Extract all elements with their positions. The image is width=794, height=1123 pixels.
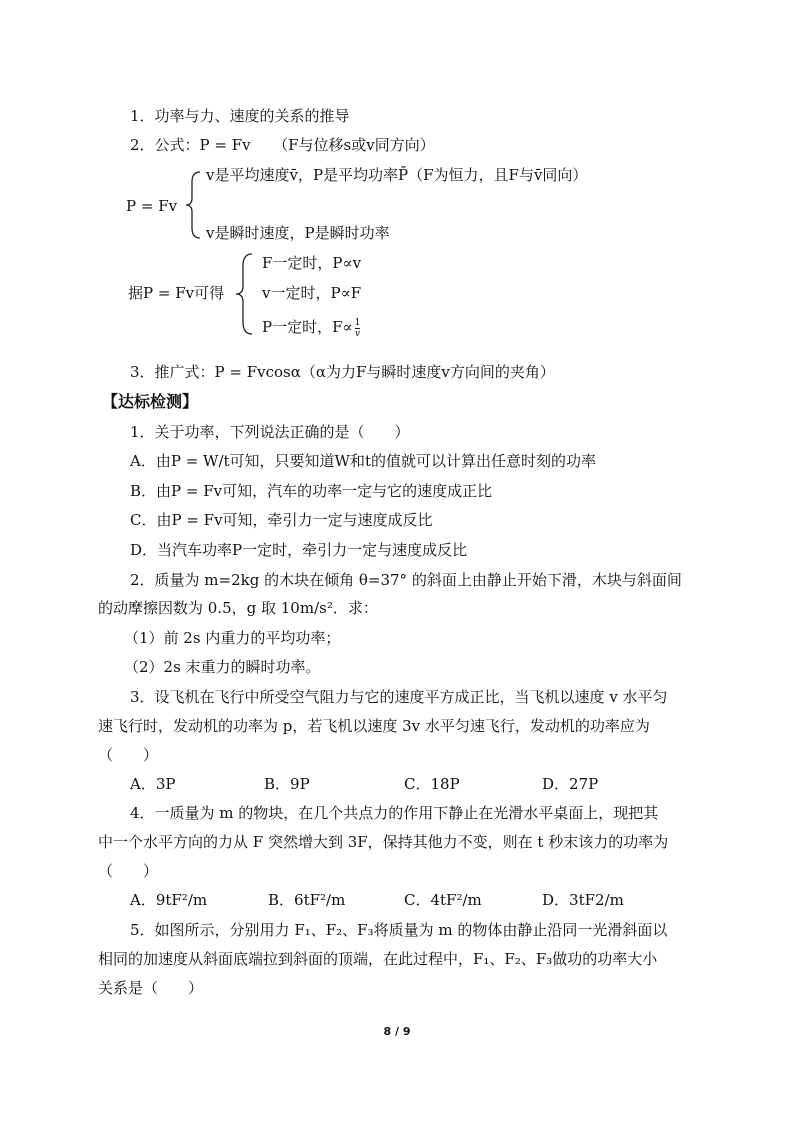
page-number: 8 / 9	[383, 1025, 411, 1038]
case-p-const	[262, 317, 360, 339]
q1-option-c: C．由P = Fv可知，牵引力一定与速度成反比	[130, 511, 433, 529]
fraction	[355, 318, 361, 339]
q3-line3: （ ）	[98, 746, 159, 764]
item-1: 1．功率与力、速度的关系的推导	[130, 107, 350, 125]
q3-option-d: D．27P	[542, 775, 599, 793]
q3-option-b: B．9P	[264, 775, 310, 793]
item-2: 2．公式：P = Fv （F与位移s或v同方向）	[130, 136, 435, 154]
q3-line1: 3．设飞机在飞行中所受空气阻力与它的速度平方成正比，当飞机以速度 v 水平匀	[130, 688, 668, 706]
case-v-const: v一定时，P∝F	[262, 284, 362, 302]
derive-lhs: 据P = Fv可得	[128, 284, 225, 302]
q2-stem-line2: 的动摩擦因数为 0.5，g 取 10m/s²．求：	[98, 599, 378, 617]
q4-line2: 中一个水平方向的力从 F 突然增大到 3F，保持其他力不变，则在 t 秒末该力的功率为	[98, 833, 669, 851]
q4-option-c: C．4tF²/m	[404, 891, 482, 909]
q1-stem: 1．关于功率，下列说法正确的是（ ）	[130, 423, 410, 441]
branch-average: v是平均速度v̄，P是平均功率P̄（F为恒力，且F与v̄同向）	[206, 166, 588, 184]
q2-part-2: （2）2s 末重力的瞬时功率。	[124, 658, 321, 676]
left-brace-icon	[234, 252, 256, 336]
q5-line3: 关系是（ ）	[98, 979, 204, 997]
q1-option-b: B．由P = Fv可知，汽车的功率一定与它的速度成正比	[130, 482, 493, 500]
q3-option-c: C．18P	[404, 775, 460, 793]
q4-line1: 4．一质量为 m 的物块，在几个共点力的作用下静止在光滑水平桌面上，现把其	[130, 804, 659, 822]
item-3: 3．推广式：P = Fvcosα（α为力F与瞬时速度v方向间的夹角）	[130, 363, 555, 381]
fraction-numerator: 1	[354, 317, 361, 328]
q3-line2: 速飞行时，发动机的功率为 p，若飞机以速度 3v 水平匀速飞行，发动机的功率应为	[98, 717, 650, 735]
q1-option-d: D．当汽车功率P一定时，牵引力一定与速度成反比	[130, 541, 468, 559]
q4-line3: （ ）	[98, 862, 159, 880]
q4-option-b: B．6tF²/m	[268, 891, 346, 909]
q2-stem-line1: 2．质量为 m=2kg 的木块在倾角 θ=37° 的斜面上由静止开始下滑，木块与斜面间	[130, 571, 682, 589]
q5-line1: 5．如图所示，分别用力 F₁、F₂、F₃将质量为 m 的物体由静止沿同一光滑斜面以	[130, 921, 668, 939]
q1-option-a: A．由P = W/t可知，只要知道W和t的值就可以计算出任意时刻的功率	[130, 452, 596, 470]
q4-option-d: D．3tF2/m	[542, 891, 624, 909]
q4-option-a: A．9tF²/m	[130, 891, 208, 909]
q2-part-1: （1）前 2s 内重力的平均功率；	[124, 629, 341, 647]
section-title: 【达标检测】	[102, 392, 199, 411]
q5-line2: 相同的加速度从斜面底端拉到斜面的顶端，在此过程中，F₁、F₂、F₃做功的功率大小	[98, 950, 658, 968]
case-p-const-text: P一定时，F∝	[262, 318, 353, 336]
q3-option-a: A．3P	[130, 775, 176, 793]
branch-instantaneous: v是瞬时速度，P是瞬时功率	[206, 224, 390, 242]
fraction-denominator: v	[354, 328, 361, 339]
formula-lhs: P = Fv	[126, 197, 178, 215]
left-brace-icon	[184, 170, 204, 240]
case-f-const: F一定时，P∝v	[262, 254, 362, 272]
